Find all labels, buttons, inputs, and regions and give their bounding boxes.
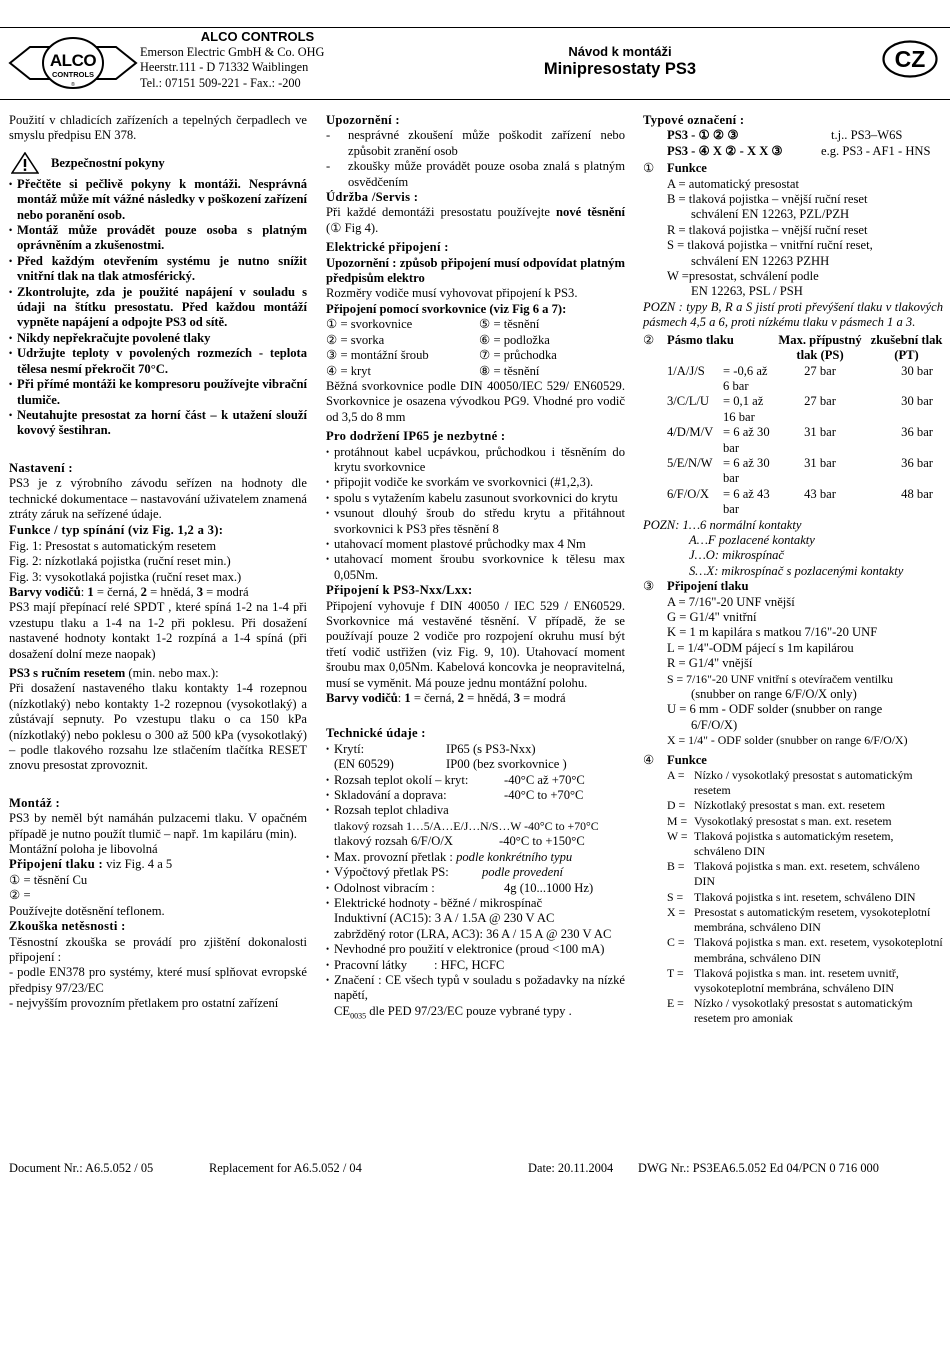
list-item: • Značení : CE všech typů v souladu s požadavky na nízké napětí, <box>326 973 625 1004</box>
list-item <box>667 905 943 935</box>
conn-heading: ③ Připojení tlaku <box>643 579 749 594</box>
pressure-connection-item: ① = těsnění Cu <box>9 872 88 887</box>
warning-heading: Upozornění : <box>326 113 400 127</box>
list-item: 6/F/O/X) <box>691 717 738 732</box>
list-item <box>667 859 943 889</box>
func1-list <box>643 177 943 300</box>
tech-list <box>326 742 625 1024</box>
footer-dwg-number: DWG Nr.: PS3EA6.5.052 Ed 04/PCN 0 716 000 <box>638 1161 879 1175</box>
list-item <box>667 966 943 996</box>
list-item: • Max. provozní přetlak : podle konkrétního typu <box>326 850 625 865</box>
list-item: X = 1/4" - ODF solder (snubber on range 6/F/O/X) <box>667 733 908 748</box>
warning-item: - nesprávné zkoušení může poškodit zařízení nebo způsobit zranění osob <box>326 128 625 159</box>
list-item: S = 7/16"-20 UNF vnitřní s otevíračem ventilku <box>667 671 894 686</box>
list-item: • Pracovní látky : HFC, HCFC <box>326 958 625 973</box>
list-item: • utahovací moment šroubu svorkovnice k tělesu max 0,05Nm. <box>326 552 625 583</box>
manual-reset-text: Při dosažení nastaveného tlaku kontakty 1-4 rozepnou (nízkotlaký) nebo kontakty 1-2 rozepnou (vysokotlaký) a zůstávají sepnuty. Po vzestupu tlaku o ca 150 kPa (nízkotlaký) nebo poklesu o 300 až 500 kPa (vysokotlaký) – podle tlakového rozsahu lze stlačením tlačítka RESET znovu presostat zprovoznit. <box>9 681 307 773</box>
list-item: ③ = montážní šroub <box>326 348 429 363</box>
table-row <box>643 394 943 425</box>
list-item: ⑥ = podložka <box>479 332 550 347</box>
list-item: $CE_{0035}$ dle PED 97/23/EC pouze vybrané typy . <box>334 1003 572 1021</box>
list-item-part: T = <box>667 965 684 980</box>
list-item: J…O: mikrospínač <box>689 548 785 563</box>
list-item <box>667 814 943 829</box>
list-item: R = G1/4" vnější <box>667 656 753 671</box>
list-item: tlakový rozsah 1…5/A…E/J…N/S…W -40°C to +70°C <box>334 818 599 833</box>
list-item: • Rozsah teplot okolí – kryt: -40°C až +70°C <box>326 773 625 788</box>
leak-test-item: - podle EN378 pro systémy, které musí splňovat evropské předpisy 97/23/EC <box>9 965 307 995</box>
conn-list <box>643 595 943 749</box>
svg-text:®: ® <box>71 82 75 88</box>
type-code-row <box>643 128 943 143</box>
table-cell: 36 bar <box>901 425 933 440</box>
nxx-text: Připojení vyhovuje f DIN 40050 / IEC 529 / EN60529. Svorkovnice má vestavěné těsnění. V případě, že se používají pouze 2 vodiče pro rozpojení okruhu musí být třetí vodič ustřižen (viz Fig. 9, 10). Utahovací moment šroubu max 0,05Nm. Kabelová koncovka je neopravitelná, musí se vyměnit. Má pouze jednu montážní polohu. <box>326 598 625 690</box>
column-left <box>9 113 307 1012</box>
list-item: ④ = kryt <box>326 363 371 378</box>
address-line: Tel.: 07151 509-221 - Fax.: -200 <box>140 75 301 90</box>
table-cell: 3/C/L/U <box>667 394 709 409</box>
list-item-part: Vysokotlaký presostat s man. ext. resetem <box>694 813 892 828</box>
table-cell: 31 bar <box>804 425 836 440</box>
list-item: POZN: 1…6 normální kontakty <box>643 517 802 532</box>
list-item: W =presostat, schválení podle <box>667 269 819 284</box>
table-cell: 48 bar <box>901 486 933 501</box>
list-item: Induktivní (AC15): 3 A / 1.5A @ 230 V AC <box>334 911 555 926</box>
list-item-part: t.j.. PS3–W6S <box>831 128 903 143</box>
list-item: • Rozsah teplot chladiva <box>326 803 625 818</box>
table-cell: 36 bar <box>901 455 933 470</box>
nxx-heading: Připojení k PS3-Nxx/Lxx: <box>326 583 473 598</box>
address-line: Emerson Electric GmbH & Co. OHG <box>140 44 325 59</box>
list-item-part: Presostat s automatickým resetem, vysokoteplotní membrána, schváleno DIN <box>694 904 931 935</box>
leak-test-text: Těsnostní zkouška se provádí pro zjištění dokonalosti připojení : <box>9 934 307 964</box>
list-item <box>667 890 943 905</box>
list-item: S = tlaková pojistka – vnitřní ruční reset, <box>667 238 873 253</box>
safety-list <box>9 177 307 439</box>
table-cell: 6/F/O/X <box>667 486 709 501</box>
spdt-text: PS3 mají přepínací relé SPDT , které spíná 1-2 na 1-4 při vzestupu tlaku a 1-4 na 1-2 při poklesu. Při dosažení nastavené hodnoty kontakt 1-2 rozpíná a 1-4 spíná (při dosažení dolní meze naopak) <box>9 600 307 661</box>
ip65-list <box>326 445 625 584</box>
table-header: Max. přípustný tlak (PS) <box>778 332 862 363</box>
func1-note: POZN : typy B, R a S jistí proti převýšení tlaku v tlakových pásmech 4,5 a 6, proti nízkému tlaku v pásmech 1 a 3. <box>643 299 943 330</box>
tech-heading: Technické údaje : <box>326 726 426 741</box>
list-item: K = 1 m kapilára s matkou 7/16"-20 UNF <box>667 625 878 640</box>
list-item: A = automatický presostat <box>667 176 799 191</box>
list-item: ⑦ = průchodka <box>479 348 557 363</box>
list-item: • Výpočtový přetlak PS: podle provedení <box>326 865 625 880</box>
list-item: EN 12263, PSL / PSH <box>691 284 803 299</box>
service-text: Při každé demontáži presostatu používejte nové těsnění (① Fig 4). <box>326 205 625 235</box>
table-cell: 1/A/J/S <box>667 363 705 378</box>
table-cell: 43 bar <box>804 486 836 501</box>
column-right <box>643 113 943 1027</box>
footer-date: Date: 20.11.2004 <box>528 1161 614 1175</box>
list-item: • Přečtěte si pečlivě pokyny k montáži. Nesprávná montáž může mít vážné následky v poškození zařízení nebo poranění osob. <box>9 177 307 223</box>
function-heading: Funkce / typ spínání (viz Fig. 1,2 a 3): <box>9 523 224 538</box>
electrical-warning: Upozornění : způsob připojení musí odpovídat platným předpisům elektro <box>326 255 625 286</box>
document-title-block <box>470 44 770 78</box>
list-item: • Krytí: IP65 (s PS3-Nxx) <box>326 742 625 757</box>
list-item: • utahovací moment plastové průchodky max 4 Nm <box>326 537 625 552</box>
manual-reset-heading-line: PS3 s ručním resetem (min. nebo max.): <box>9 666 219 680</box>
list-item: • protáhnout kabel ucpávkou, průchodkou i těsněním do krytu svorkovnice <box>326 445 625 476</box>
safety-heading: Bezpečnostní pokyny <box>51 155 165 170</box>
list-item-part: D = <box>667 798 686 813</box>
list-item-part: C = <box>667 935 685 950</box>
pressure-range-table <box>643 333 943 518</box>
list-item: ⑤ = těsnění <box>479 317 540 332</box>
electrical-text: Rozměry vodiče musí vyhovovat připojení k PS3. <box>326 286 578 301</box>
list-item <box>667 768 943 798</box>
list-item-part: Tlaková pojistka s man. ext. resetem, schváleno DIN <box>694 859 920 889</box>
intro-text: Použití v chladicích zařízeních a tepelných čerpadlech ve smyslu předpisu EN 378. <box>9 113 307 143</box>
list-item: • Před každým otevřením systému je nutno snížit vnitřní tlak na tlak atmosférický. <box>9 254 307 285</box>
list-item-part: e.g. PS3 - AF1 - HNS <box>821 143 931 158</box>
list-item: ② = svorka <box>326 332 385 347</box>
function-line: Fig. 2: nízkotlaká pojistka (ruční reset min.) <box>9 554 231 569</box>
safety-heading-row <box>9 154 307 177</box>
list-item: • Nevhodné pro použití v elektronice (proud <100 mA) <box>326 942 625 957</box>
list-item: • Při přímé montáži ke kompresoru používejte vibrační tlumiče. <box>9 377 307 408</box>
svg-text:CZ: CZ <box>894 46 926 72</box>
address-line: Heerstr.111 - D 71332 Waiblingen <box>140 60 309 75</box>
list-item: ⑧ = těsnění <box>479 363 540 378</box>
company-address-block <box>140 29 365 91</box>
list-item-part: W = <box>667 828 688 843</box>
mount-text-2: Montážní poloha je libovolná <box>9 842 158 857</box>
table-cell: 30 bar <box>901 394 933 409</box>
table-row <box>643 456 943 487</box>
range-notes <box>643 518 943 580</box>
list-item: • Elektrické hodnoty - běžné / mikrospínač <box>326 896 625 911</box>
list-item: • vsunout dlouhý šroub do středu krytu a přitáhnout svorkovnici k PS3 přes těsnění 8 <box>326 506 625 537</box>
mount-heading: Montáž : <box>9 795 61 810</box>
table-cell: 31 bar <box>804 455 836 470</box>
table-cell: 27 bar <box>804 363 836 378</box>
list-item <box>667 935 943 965</box>
list-item <box>667 798 943 813</box>
company-name: ALCO CONTROLS <box>200 29 315 44</box>
table-cell: = 6 až 30 bar <box>723 455 770 486</box>
table-cell: = 6 až 30 bar <box>723 425 770 455</box>
list-item-part: B = <box>667 859 685 874</box>
list-item-part: Nízko / vysokotlaký presostat s automatickým resetem <box>694 768 913 798</box>
document-header <box>0 0 950 100</box>
func4-heading: ④ Funkce <box>643 752 707 767</box>
list-item: U = 6 mm - ODF solder (snubber on range <box>667 702 883 717</box>
footer-doc-number: Document Nr.: A6.5.052 / 05 <box>9 1161 154 1175</box>
table-cell: 30 bar <box>901 363 933 378</box>
setting-text: PS3 je z výrobního závodu seřízen na hodnoty dle technické dokumentace – nastavování uživatelem znamená ztráty záruk na seřízené údaje. <box>9 476 307 521</box>
header-bottom-rule <box>0 99 950 100</box>
list-item: schválení EN 12263, PZL/PZH <box>691 207 850 222</box>
list-item-part: Tlaková pojistka s man. ext. resetem, vysokoteplotní membrána, schváleno DIN <box>694 935 943 965</box>
list-item-part: M = <box>667 813 688 828</box>
list-item: • Nikdy nepřekračujte povolené tlaky <box>9 331 307 346</box>
list-item <box>667 829 943 859</box>
list-item: • Skladování a doprava: -40°C to +70°C <box>326 788 625 803</box>
list-item: tlakový rozsah 6/F/O/X -40°C to +150°C <box>334 834 585 849</box>
list-item: zabržděný rotor (LRA, AC3): 36 A / 15 A @ 230 V AC <box>334 926 612 941</box>
wire-colors-line: Barvy vodičů: 1 = černá, 2 = hnědá, 3 = modrá <box>326 691 566 706</box>
table-cell: = 0,1 až 16 bar <box>723 394 764 424</box>
terminal-heading: Připojení pomocí svorkovnice (viz Fig 6 a 7): <box>326 301 567 316</box>
list-item: • Neutahujte presostat za horní část – k utažení slouží kovový šestihran. <box>9 408 307 439</box>
list-item: • Montáž může provádět pouze osoba s platným oprávněním a zkušenostmi. <box>9 223 307 254</box>
list-item-part: S = <box>667 889 684 904</box>
terminal-text: Běžná svorkovnice podle DIN 40050/IEC 529/ EN60529. Svorkovnice je osazena vývodkou PG9. Vhodné pro vodič od 3,5 do 8 mm <box>326 378 625 424</box>
table-cell: 5/E/N/W <box>667 455 713 470</box>
list-item: (EN 60529) IP00 (bez svorkovnice ) <box>334 757 567 772</box>
list-item-part: Nízkotlaký presostat s man. ext. resetem <box>694 798 885 813</box>
list-item: • Zkontrolujte, zda je použité napájení v souladu s údaji na štítku presostatu. Před každou montáží vypněte napájení a odpojte PS3 od sítě. <box>9 285 307 331</box>
service-heading: Údržba /Servis : <box>326 190 419 205</box>
terminal-parts-list <box>326 317 625 379</box>
column-middle <box>326 113 625 1024</box>
list-item: A…F pozlacené kontakty <box>689 532 815 547</box>
list-item: • spolu s vytažením kabelu zasunout svorkovnici do krytu <box>326 491 625 506</box>
list-item-part: A = <box>667 768 685 783</box>
list-item: R = tlaková pojistka – vnější ruční reset <box>667 222 868 237</box>
table-row <box>643 487 943 518</box>
svg-text:CONTROLS: CONTROLS <box>51 70 95 79</box>
list-item-part: E = <box>667 996 684 1011</box>
table-header: zkušební tlak (PT) <box>870 332 943 363</box>
table-cell: = 6 až 43 bar <box>723 486 770 517</box>
footer-replacement: Replacement for A6.5.052 / 04 <box>209 1161 362 1175</box>
table-cell: 27 bar <box>804 394 836 409</box>
ip65-heading: Pro dodržení IP65 je nezbytné : <box>326 429 506 444</box>
mount-text: PS3 by neměl být namáhán pulzacemi tlaku. V opačném případě je nutno použít tlumič – např. 1m kapiláru (min). <box>9 811 307 841</box>
func1-heading: ① Funkce <box>643 161 707 176</box>
country-badge <box>882 40 938 78</box>
document-title: Minipresostaty PS3 <box>543 60 697 79</box>
pressure-connection-item: ② = <box>9 888 31 903</box>
list-item-part: X = <box>667 904 686 919</box>
alco-controls-logo <box>8 33 138 93</box>
list-item: S…X: mikrospínač s pozlacenými kontakty <box>689 563 904 578</box>
func4-list <box>643 768 943 1026</box>
pressure-connection-item: Používejte dotěsnění teflonem. <box>9 903 165 918</box>
table-cell: ② Pásmo tlaku <box>643 332 734 347</box>
list-item-part: Tlaková pojistka s man. int. resetem uvnitř, vysokoteplotní membrána, schváleno DIN <box>694 965 899 995</box>
list-item: • Odolnost vibracím : 4g (10...1000 Hz) <box>326 881 625 896</box>
list-item-part: Tlaková pojistka s int. resetem, schváleno DIN <box>694 889 916 904</box>
header-top-rule <box>0 27 950 28</box>
table-cell: 4/D/M/V <box>667 425 714 440</box>
warning-triangle-icon <box>11 152 39 174</box>
function-line: Fig. 3: vysokotlaká pojistka (ruční reset max.) <box>9 569 242 584</box>
list-item: schválení EN 12263 PZHH <box>691 253 830 268</box>
type-heading: Typové označení : <box>643 113 745 127</box>
electrical-heading: Elektrické připojení : <box>326 240 449 255</box>
pressure-connection-line: Připojení tlaku : viz Fig. 4 a 5 <box>9 857 173 872</box>
list-item: • Udržujte teploty v povolených rozmezích - teplota tělesa nesmí překročit 70°C. <box>9 346 307 377</box>
table-row <box>643 425 943 456</box>
list-item-part: PS3 - ④ X ② - X X ③ <box>667 143 783 158</box>
list-item-part: Tlaková pojistka s automatickým resetem, schváleno DIN <box>694 828 894 859</box>
leak-test-item: - nejvyšším provozním přetlakem pro ostatní zařízení <box>9 996 279 1011</box>
list-item-part: Nízko / vysokotlaký presostat s automatickým resetem pro amoniak <box>694 996 913 1026</box>
list-item: B = tlaková pojistka – vnější ruční reset <box>667 192 868 207</box>
table-cell: = -0,6 až 6 bar <box>723 363 768 393</box>
svg-text:ALCO: ALCO <box>49 51 97 70</box>
list-item: • připojit vodiče ke svorkám ve svorkovnici (#1,2,3). <box>326 475 625 490</box>
setting-heading: Nastavení : <box>9 460 73 475</box>
list-item: A = 7/16"-20 UNF vnější <box>667 594 795 609</box>
document-subtitle: Návod k montáži <box>568 44 672 59</box>
list-item-part: PS3 - ① ② ③ <box>667 128 739 143</box>
wire-colors-line: Barvy vodičů: 1 = černá, 2 = hnědá, 3 = modrá <box>9 584 249 599</box>
leak-test-heading: Zkouška netěsnosti : <box>9 919 126 934</box>
list-item <box>667 996 943 1026</box>
list-item: G = G1/4" vnitřní <box>667 610 757 624</box>
list-item: L = 1/4"-ODM pájecí s 1m kapilárou <box>667 640 854 655</box>
table-row <box>643 364 943 395</box>
table-header: Pásmo tlaku <box>667 332 734 347</box>
list-item: (snubber on range 6/F/O/X only) <box>691 687 857 702</box>
function-line: Fig. 1: Presostat s automatickým resetem <box>9 538 217 553</box>
warning-item: - zkoušky může provádět pouze osoba znalá s platným osvědčením <box>326 159 625 190</box>
list-item: ① = svorkovnice <box>326 317 413 332</box>
type-code-row <box>643 144 943 159</box>
